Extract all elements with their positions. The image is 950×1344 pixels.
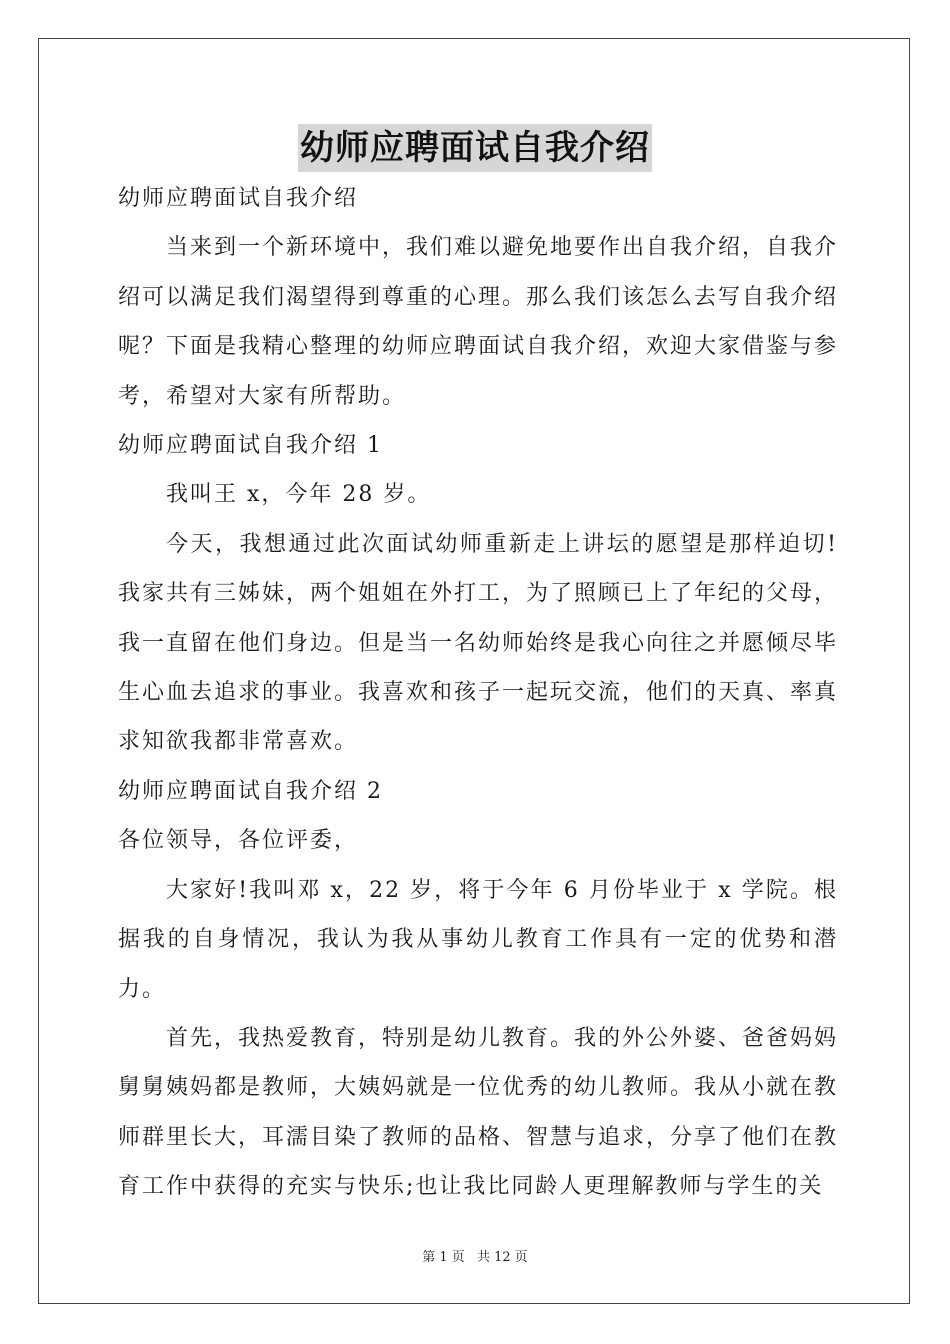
paragraph-2c: 首先，我热爱教育，特别是幼儿教育。我的外公外婆、爸爸妈妈舅舅姨妈都是教师，大姨妈就是一位优秀的幼儿教师。我从小就在教师群里长大，耳濡目染了教师的品格、智慧与追求，分享了他们在教育工作中获得的充实与快乐;也让我比同龄人更理解教师与学生的关 <box>118 1025 839 1200</box>
section-heading-1: 幼师应聘面试自我介绍 1 <box>118 433 383 459</box>
page-total: 共 12 页 <box>476 1250 528 1265</box>
page-number: 第 1 页 <box>422 1250 465 1265</box>
paragraph-1b: 今天，我想通过此次面试幼师重新走上讲坛的愿望是那样迫切!我家共有三姊妹，两个姐姐在外打工，为了照顾已上了年纪的父母，我一直留在他们身边。但是当一名幼师始终是我心向往之并愿倾尽毕生心血去追求的事业。我喜欢和孩子一起玩交流，他们的天真、率真求知欲我都非常喜欢。 <box>118 531 839 755</box>
paragraph-subtitle: 幼师应聘面试自我介绍 <box>118 186 359 211</box>
page-footer <box>0 1246 950 1265</box>
paragraph-2b: 大家好!我叫邓 x，22 岁，将于今年 6 月份毕业于 x 学院。根据我的自身情况，我认为我从事幼儿教育工作具有一定的优势和潜力。 <box>118 877 838 1002</box>
paragraph-1a: 我叫王 x，今年 28 岁。 <box>166 482 432 508</box>
document-title: 幼师应聘面试自我介绍 <box>298 124 652 172</box>
paragraph-intro: 当来到一个新环境中，我们难以避免地要作出自我介绍，自我介绍可以满足我们渴望得到尊重的心理。那么我们该怎么去写自我介绍呢？下面是我精心整理的幼师应聘面试自我介绍，欢迎大家借鉴与参考，希望对大家有所帮助。 <box>118 235 839 409</box>
section-heading-2: 幼师应聘面试自我介绍 2 <box>118 778 383 804</box>
paragraph-2a: 各位领导，各位评委， <box>118 828 359 854</box>
document-body <box>118 174 838 1212</box>
title-container <box>0 124 950 172</box>
